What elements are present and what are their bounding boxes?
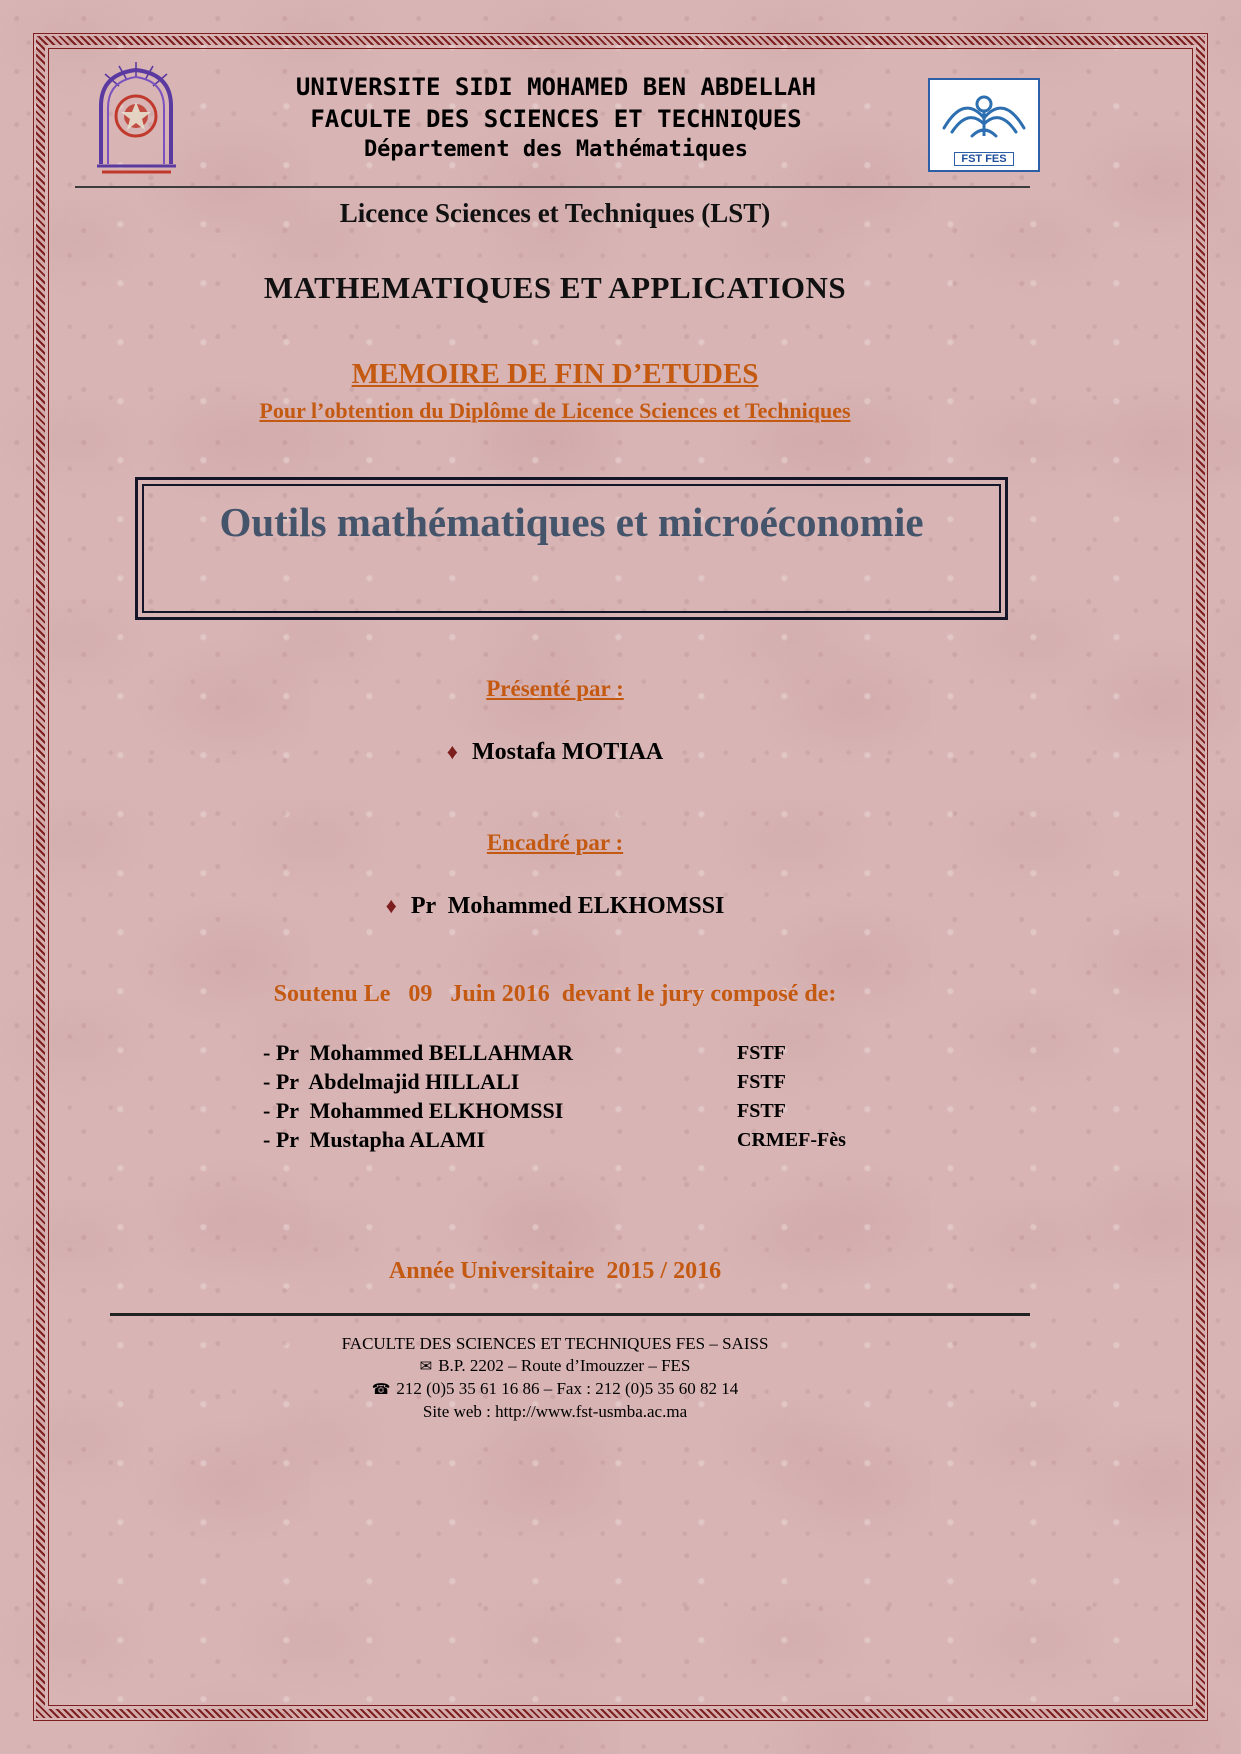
- supervisor-row: [55, 893, 1055, 920]
- university-logo: [89, 58, 184, 176]
- author-row: [55, 739, 1055, 766]
- diamond-bullet-icon: ♦: [385, 893, 397, 918]
- jury-row: [263, 1040, 923, 1069]
- jury-member-name: - Pr Abdelmajid HILLALI: [263, 1069, 520, 1094]
- memoire-heading: MEMOIRE DE FIN D’ETUDES: [351, 358, 759, 390]
- department-name: Département des Mathématiques: [363, 137, 749, 163]
- footer-divider: [110, 1313, 1030, 1316]
- footer-website-line: Site web : http://www.fst-usmba.ac.ma: [422, 1402, 688, 1422]
- author-name: Mostafa MOTIAA: [471, 739, 664, 765]
- footer: [55, 1333, 1055, 1423]
- jury-member-affiliation: FSTF: [737, 1071, 786, 1093]
- footer-faculty-line: FACULTE DES SCIENCES ET TECHNIQUES FES – SAISS: [341, 1334, 769, 1353]
- faculty-name: FACULTE DES SCIENCES ET TECHNIQUES: [310, 104, 802, 133]
- jury-member-name: - Pr Mustapha ALAMI: [263, 1127, 486, 1152]
- institution-block: [184, 58, 928, 166]
- footer-address-line: [55, 1355, 1055, 1378]
- jury-member-affiliation: FSTF: [737, 1042, 786, 1064]
- footer-phone-line: [55, 1378, 1055, 1401]
- jury-member-affiliation: FSTF: [737, 1100, 786, 1122]
- jury-member-affiliation: CRMEF-Fès: [737, 1129, 846, 1151]
- fst-fes-caption: FST FES: [954, 152, 1013, 166]
- footer-address-text: B.P. 2202 – Route d’Imouzzer – FES: [438, 1356, 691, 1376]
- memoire-subheading: Pour l’obtention du Diplôme de Licence Sciences et Techniques: [259, 398, 851, 423]
- diamond-bullet-icon: ♦: [446, 739, 458, 764]
- jury-list: [263, 1040, 923, 1156]
- title-box-inner: [142, 484, 1001, 613]
- fst-fes-logo: [928, 78, 1040, 172]
- supervisor-name: Pr Mohammed ELKHOMSSI: [410, 893, 725, 919]
- jury-row: [263, 1098, 923, 1127]
- university-name: UNIVERSITE SIDI MOHAMED BEN ABDELLAH: [295, 73, 817, 101]
- footer-phone-text: 212 (0)5 35 61 16 86 – Fax : 212 (0)5 35 60 82 14: [396, 1379, 739, 1399]
- header-divider: [75, 186, 1030, 188]
- supervised-by-label: Encadré par :: [486, 830, 624, 855]
- jury-member-name: - Pr Mohammed ELKHOMSSI: [263, 1098, 564, 1123]
- defense-heading: Soutenu Le 09 Juin 2016 devant le jury composé de:: [273, 981, 837, 1007]
- university-emblem-icon: [89, 58, 184, 176]
- header: [75, 58, 1040, 176]
- academic-year: Année Universitaire 2015 / 2016: [388, 1258, 722, 1284]
- thesis-title: Outils mathématiques et microéconomie: [219, 499, 924, 545]
- specialty-line: MATHEMATIQUES ET APPLICATIONS: [263, 270, 847, 305]
- envelope-icon: ✉: [419, 1359, 433, 1376]
- jury-row: [263, 1127, 923, 1156]
- phone-icon: ☎: [371, 1382, 391, 1399]
- title-box: [135, 477, 1008, 620]
- presented-by-label: Présenté par :: [486, 676, 624, 701]
- program-line: Licence Sciences et Techniques (LST): [339, 198, 771, 228]
- fst-fes-emblem-icon: [930, 80, 1038, 152]
- jury-row: [263, 1069, 923, 1098]
- jury-member-name: - Pr Mohammed BELLAHMAR: [263, 1040, 574, 1065]
